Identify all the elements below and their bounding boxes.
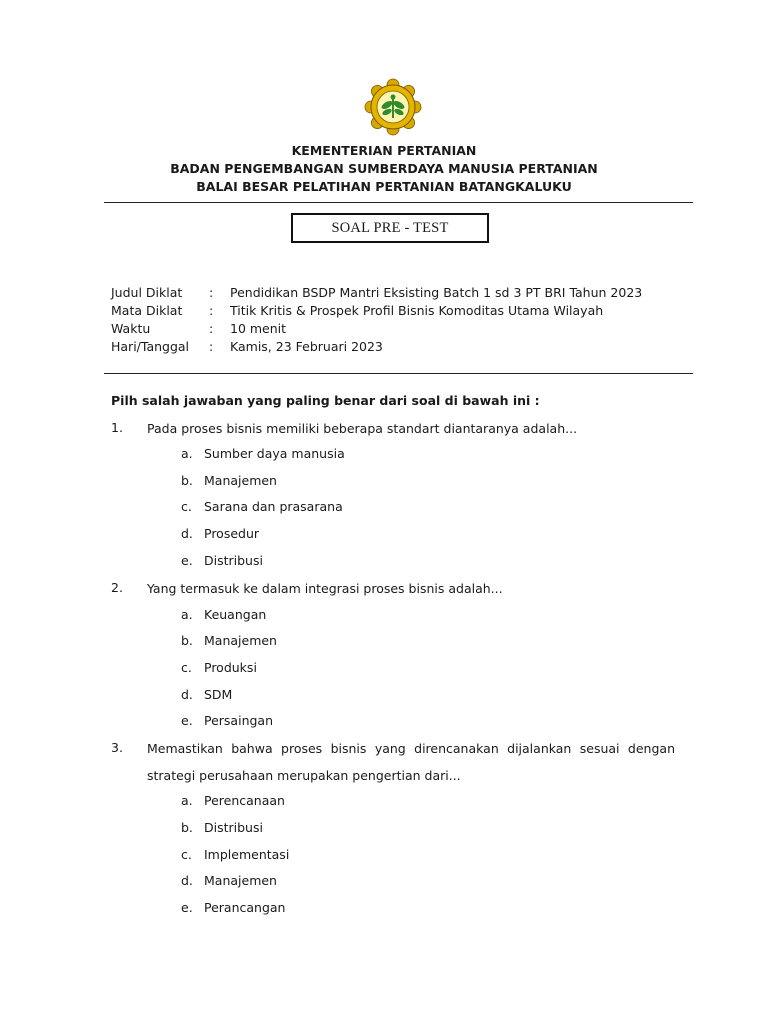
info-label: Waktu (111, 321, 151, 336)
option-text: SDM (204, 687, 233, 702)
option-3c (0, 846, 768, 864)
letterhead (0, 142, 768, 196)
option-letter: d. (181, 873, 193, 888)
info-divider (104, 373, 693, 374)
option-letter: b. (181, 820, 193, 835)
option-2a (0, 606, 768, 624)
option-letter: b. (181, 633, 193, 648)
option-1e (0, 552, 768, 570)
option-2c (0, 659, 768, 677)
header-divider (104, 202, 693, 203)
option-2b (0, 632, 768, 650)
option-text: Sarana dan prasarana (204, 499, 343, 514)
option-2e (0, 712, 768, 730)
instruction-text: Pilh salah jawaban yang paling benar dari soal di bawah ini : (111, 393, 540, 408)
info-label: Judul Diklat (111, 285, 183, 300)
option-text: Perancangan (204, 900, 286, 915)
info-value: 10 menit (230, 321, 287, 336)
option-letter: d. (181, 526, 193, 541)
info-colon: : (209, 285, 214, 300)
option-1b (0, 472, 768, 490)
option-3d (0, 872, 768, 890)
option-text: Sumber daya manusia (204, 446, 345, 461)
option-letter: e. (181, 900, 193, 915)
option-letter: d. (181, 687, 193, 702)
info-value: Kamis, 23 Februari 2023 (230, 339, 383, 354)
agency-name: BADAN PENGEMBANGAN SUMBERDAYA MANUSIA PERTANIAN (170, 161, 598, 176)
option-letter: a. (181, 446, 193, 461)
option-letter: c. (181, 847, 192, 862)
option-text: Keuangan (204, 607, 267, 622)
test-title-box: SOAL PRE - TEST (291, 213, 489, 243)
option-letter: c. (181, 499, 192, 514)
option-3a (0, 792, 768, 810)
option-text: Manajemen (204, 473, 277, 488)
option-letter: a. (181, 793, 193, 808)
option-text: Implementasi (204, 847, 290, 862)
question-number: 2. (111, 580, 123, 595)
question-text: Memastikan bahwa proses bisnis yang direncanakan dijalankan sesuai dengan strategi perusahaan merupakan pengertian dari... (147, 741, 675, 783)
option-1d (0, 525, 768, 543)
option-1c (0, 498, 768, 516)
question-text: Pada proses bisnis memiliki beberapa standart diantaranya adalah... (147, 421, 578, 436)
option-text: Perencanaan (204, 793, 285, 808)
info-label: Mata Diklat (111, 303, 183, 318)
question-number: 1. (111, 420, 123, 435)
option-2d (0, 686, 768, 704)
option-text: Manajemen (204, 873, 277, 888)
question-number: 3. (111, 740, 123, 755)
option-text: Distribusi (204, 553, 263, 568)
info-colon: : (209, 321, 214, 336)
option-text: Produksi (204, 660, 257, 675)
option-1a (0, 445, 768, 463)
option-text: Manajemen (204, 633, 277, 648)
emblem-icon (364, 78, 422, 136)
ministry-name: KEMENTERIAN PERTANIAN (291, 143, 477, 158)
institution-name: BALAI BESAR PELATIHAN PERTANIAN BATANGKALUKU (196, 179, 572, 194)
option-letter: b. (181, 473, 193, 488)
option-letter: e. (181, 553, 193, 568)
option-text: Distribusi (204, 820, 263, 835)
option-letter: c. (181, 660, 192, 675)
option-letter: e. (181, 713, 193, 728)
option-3b (0, 819, 768, 837)
info-colon: : (209, 339, 214, 354)
info-label: Hari/Tanggal (111, 339, 190, 354)
info-colon: : (209, 303, 214, 318)
question-text: Yang termasuk ke dalam integrasi proses bisnis adalah... (147, 581, 503, 596)
option-3e (0, 899, 768, 917)
option-text: Persaingan (204, 713, 274, 728)
ministry-emblem-logo (364, 78, 422, 136)
option-text: Prosedur (204, 526, 260, 541)
info-value: Pendidikan BSDP Mantri Eksisting Batch 1 sd 3 PT BRI Tahun 2023 (230, 285, 643, 300)
info-value: Titik Kritis & Prospek Profil Bisnis Komoditas Utama Wilayah (230, 303, 604, 318)
option-letter: a. (181, 607, 193, 622)
